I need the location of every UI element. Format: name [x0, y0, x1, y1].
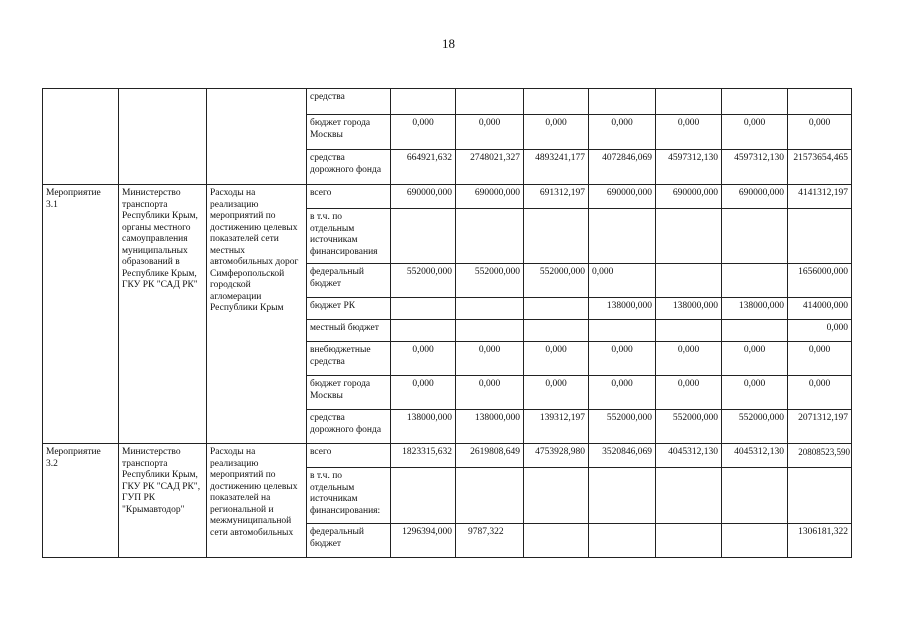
value-cell: 0,000	[589, 376, 656, 410]
value-cell	[456, 298, 524, 320]
value-cell: 690000,000	[391, 185, 456, 209]
source-cell: всего	[307, 444, 391, 468]
value-cell: 4893241,177	[524, 150, 589, 185]
source-cell: в т.ч. по отдельным источникам финансирования	[307, 209, 391, 264]
value-cell: 4753928,980	[524, 444, 589, 468]
value-cell: 1823315,632	[391, 444, 456, 468]
measure-description: Расходы на реализацию мероприятий по достижению целевых показателей на региональной и межмуниципальной сети автомобильных	[207, 444, 307, 558]
value-cell	[589, 209, 656, 264]
measure-description: Расходы на реализацию мероприятий по достижению целевых показателей сети местных автомобильных дорог Симферопольской городской агломерации Республики Крым	[207, 185, 307, 444]
value-cell	[524, 209, 589, 264]
table-row	[43, 444, 852, 468]
financing-table	[42, 88, 852, 558]
value-cell: 0,000	[656, 342, 722, 376]
value-cell	[391, 89, 456, 115]
value-cell: 552000,000	[456, 264, 524, 298]
value-cell	[589, 524, 656, 558]
value-cell	[524, 298, 589, 320]
value-cell: 0,000	[391, 115, 456, 150]
source-cell: федеральный бюджет	[307, 264, 391, 298]
value-cell	[788, 468, 852, 524]
value-cell: 21573654,465	[788, 150, 852, 185]
value-cell: 0,000	[391, 342, 456, 376]
source-cell: средства	[307, 89, 391, 115]
value-cell: 2748021,327	[456, 150, 524, 185]
value-cell	[524, 468, 589, 524]
value-cell: 0,000	[788, 115, 852, 150]
measure-cell-empty	[43, 89, 119, 185]
value-cell: 20808523,590	[788, 444, 852, 468]
value-cell: 1296394,000	[391, 524, 456, 558]
value-cell	[456, 209, 524, 264]
value-cell	[524, 524, 589, 558]
value-cell	[589, 468, 656, 524]
value-cell	[722, 89, 788, 115]
value-cell: 0,000	[788, 320, 852, 342]
source-cell: бюджет РК	[307, 298, 391, 320]
value-cell: 4072846,069	[589, 150, 656, 185]
value-cell: 139312,197	[524, 410, 589, 444]
value-cell: 0,000	[456, 342, 524, 376]
value-cell	[391, 468, 456, 524]
source-cell: внебюджетные средства	[307, 342, 391, 376]
value-cell	[589, 89, 656, 115]
value-cell: 552000,000	[524, 264, 589, 298]
value-cell: 0,000	[589, 342, 656, 376]
value-cell: 0,000	[722, 115, 788, 150]
value-cell: 690000,000	[656, 185, 722, 209]
value-cell: 552000,000	[589, 410, 656, 444]
value-cell: 0,000	[391, 376, 456, 410]
source-cell: бюджет города Москвы	[307, 376, 391, 410]
value-cell: 4597312,130	[722, 150, 788, 185]
page-number: 18	[442, 36, 455, 51]
value-cell: 0,000	[456, 376, 524, 410]
executor-cell-empty	[119, 89, 207, 185]
value-cell: 138000,000	[722, 298, 788, 320]
value-cell	[656, 468, 722, 524]
measure-executor: Министерство транспорта Республики Крым, органы местного самоуправления муниципальных образований в Республике Крым, ГКУ РК "САД РК"	[119, 185, 207, 444]
value-cell: 138000,000	[391, 410, 456, 444]
table-body	[43, 89, 852, 558]
value-cell	[656, 89, 722, 115]
value-cell: 664921,632	[391, 150, 456, 185]
value-cell: 0,000	[524, 342, 589, 376]
value-cell	[722, 320, 788, 342]
value-cell	[456, 89, 524, 115]
value-cell	[722, 209, 788, 264]
value-cell: 138000,000	[456, 410, 524, 444]
value-cell	[788, 209, 852, 264]
source-cell: местный бюджет	[307, 320, 391, 342]
value-cell	[656, 320, 722, 342]
value-cell: 690000,000	[722, 185, 788, 209]
value-cell: 0,000	[656, 115, 722, 150]
value-cell	[656, 209, 722, 264]
value-cell: 138000,000	[656, 298, 722, 320]
value-cell: 0,000	[788, 342, 852, 376]
source-cell: всего	[307, 185, 391, 209]
source-cell: средства дорожного фонда	[307, 410, 391, 444]
measure-name: Мероприятие 3.1	[43, 185, 119, 444]
value-cell: 0,000	[589, 115, 656, 150]
measure-name: Мероприятие 3.2	[43, 444, 119, 558]
value-cell: 4141312,197	[788, 185, 852, 209]
value-cell: 3520846,069	[589, 444, 656, 468]
table-row	[43, 89, 852, 115]
value-cell	[722, 264, 788, 298]
value-cell: 0,000	[722, 376, 788, 410]
source-cell: средства дорожного фонда	[307, 150, 391, 185]
value-cell: 0,000	[524, 376, 589, 410]
value-cell: 552000,000	[722, 410, 788, 444]
source-cell: федеральный бюджет	[307, 524, 391, 558]
value-cell: 4597312,130	[656, 150, 722, 185]
value-cell	[456, 320, 524, 342]
value-cell	[722, 524, 788, 558]
value-cell: 0,000	[788, 376, 852, 410]
value-cell: 2071312,197	[788, 410, 852, 444]
value-cell: 4045312,130	[722, 444, 788, 468]
value-cell	[456, 468, 524, 524]
value-cell: 691312,197	[524, 185, 589, 209]
value-cell	[722, 468, 788, 524]
value-cell	[391, 320, 456, 342]
value-cell: 552000,000	[656, 410, 722, 444]
source-cell: бюджет города Москвы	[307, 115, 391, 150]
value-cell: 2619808,649	[456, 444, 524, 468]
value-cell: 138000,000	[589, 298, 656, 320]
value-cell	[391, 298, 456, 320]
value-cell	[656, 264, 722, 298]
value-cell: 9787,322	[456, 524, 524, 558]
value-cell: 4045312,130	[656, 444, 722, 468]
value-cell	[524, 320, 589, 342]
value-cell: 1656000,000	[788, 264, 852, 298]
value-cell: 690000,000	[589, 185, 656, 209]
value-cell	[589, 320, 656, 342]
value-cell	[656, 524, 722, 558]
value-cell: 0,000	[456, 115, 524, 150]
value-cell: 0,000	[589, 264, 656, 298]
value-cell	[524, 89, 589, 115]
value-cell	[788, 89, 852, 115]
description-cell-empty	[207, 89, 307, 185]
source-cell: в т.ч. по отдельным источникам финансирования:	[307, 468, 391, 524]
value-cell: 414000,000	[788, 298, 852, 320]
value-cell: 0,000	[656, 376, 722, 410]
value-cell: 0,000	[524, 115, 589, 150]
value-cell: 1306181,322	[788, 524, 852, 558]
table-row	[43, 185, 852, 209]
value-cell: 0,000	[722, 342, 788, 376]
value-cell	[391, 209, 456, 264]
value-cell: 690000,000	[456, 185, 524, 209]
value-cell: 552000,000	[391, 264, 456, 298]
measure-executor: Министерство транспорта Республики Крым, ГКУ РК "САД РК", ГУП РК "Крымавтодор"	[119, 444, 207, 558]
